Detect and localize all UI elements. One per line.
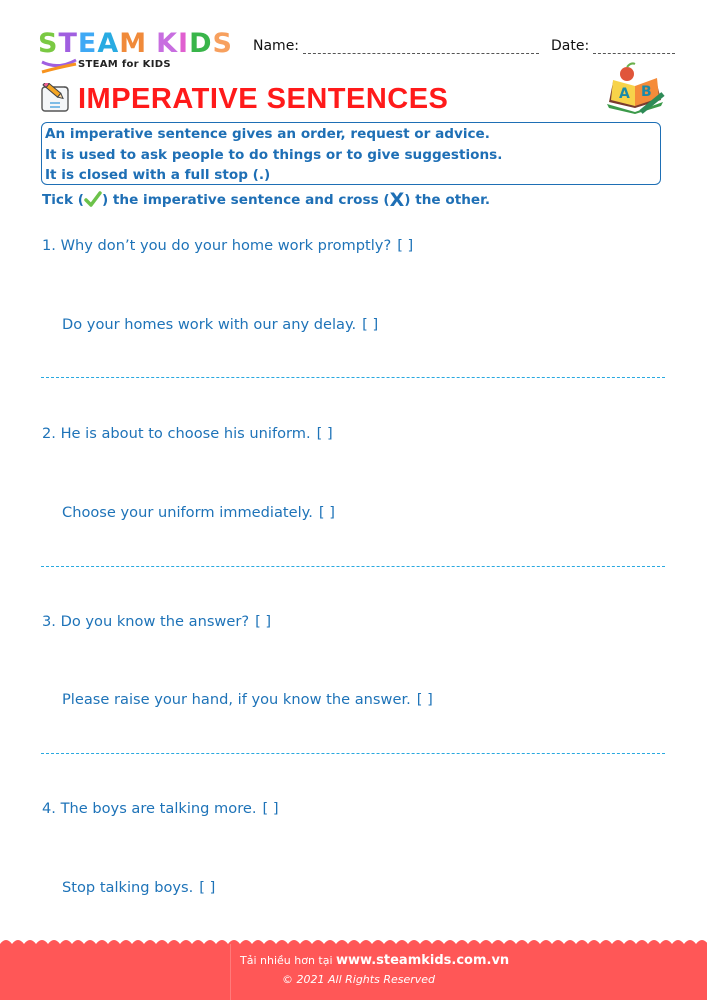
logo-letter: K [156,28,179,59]
sentence-text: Do your homes work with our any delay. [62,316,357,333]
answer-bracket[interactable]: [ ] [318,504,335,521]
answer-bracket[interactable]: [ ] [362,316,379,333]
logo-letter: E [77,28,98,59]
answer-bracket[interactable]: [ ] [397,237,414,254]
checkmark-icon [84,191,102,207]
divider [41,377,665,378]
logo-letter: M [119,28,148,59]
answer-bracket[interactable]: [ ] [316,425,333,442]
sentence-text: The boys are talking more. [60,800,257,817]
definition-box [41,122,661,185]
question-number: 3. [42,613,56,630]
logo-subtitle: STEAM for KIDS [78,59,171,70]
question-number: 1. [42,237,56,254]
sentence-text: Do you know the answer? [60,613,250,630]
svg-text:A: A [619,86,630,102]
question-2-sentence-a [42,425,333,442]
cross-icon: X [389,189,405,211]
question-1-sentence-b [62,316,378,333]
answer-bracket[interactable]: [ ] [416,691,433,708]
download-prefix: Tải nhiều hơn tại [240,954,337,967]
page-title: IMPERATIVE SENTENCES [78,83,449,115]
footer-download-text [240,953,509,968]
answer-bracket[interactable]: [ ] [255,613,272,630]
logo-main-text [38,30,233,58]
instruction-text: Tick ( [42,192,84,208]
sentence-text: Why don’t you do your home work promptly? [60,237,392,254]
name-field[interactable] [253,38,539,54]
svg-text:B: B [641,84,652,100]
website-link[interactable]: www.steamkids.com.vn [336,953,510,968]
sentence-text: Choose your uniform immediately. [62,504,313,521]
question-4-sentence-a [42,800,279,817]
divider [41,753,665,754]
logo-letter: S [212,28,233,59]
sentence-text: Stop talking boys. [62,879,194,896]
definition-line: It is closed with a full stop (.) [45,167,271,183]
name-line[interactable] [303,41,539,54]
date-line[interactable] [593,41,675,54]
footer-copyright: © 2021 All Rights Reserved [282,973,436,986]
instruction-text: ) the imperative sentence and cross ( [101,192,390,208]
definition-line: An imperative sentence gives an order, request or advice. [45,126,490,142]
logo-letter: T [58,28,78,59]
logo-letter: I [178,28,190,59]
steam-kids-logo [38,30,238,74]
answer-bracket[interactable]: [ ] [199,879,216,896]
question-1-sentence-a [42,237,413,254]
abc-book-icon [605,62,665,114]
logo-swoosh-icon [40,58,80,74]
date-label: Date: [551,38,590,54]
sentence-text: He is about to choose his uniform. [60,425,311,442]
sentence-text: Please raise your hand, if you know the answer. [62,691,411,708]
divider [41,566,665,567]
footer-divider [230,944,231,1000]
question-4-sentence-b [62,879,215,896]
question-number: 4. [42,800,56,817]
instruction [42,189,490,211]
question-number: 2. [42,425,56,442]
logo-letter: D [189,28,213,59]
logo-letter: A [97,28,120,59]
pencil-paper-icon [38,83,72,113]
question-3-sentence-a [42,613,271,630]
name-label: Name: [253,38,300,54]
definition-line: It is used to ask people to do things or to give suggestions. [45,146,503,163]
question-3-sentence-b [62,691,433,708]
logo-letter: S [38,28,59,59]
question-2-sentence-b [62,504,335,521]
date-field[interactable] [551,38,675,54]
answer-bracket[interactable]: [ ] [262,800,279,817]
instruction-text: ) the other. [404,192,491,208]
